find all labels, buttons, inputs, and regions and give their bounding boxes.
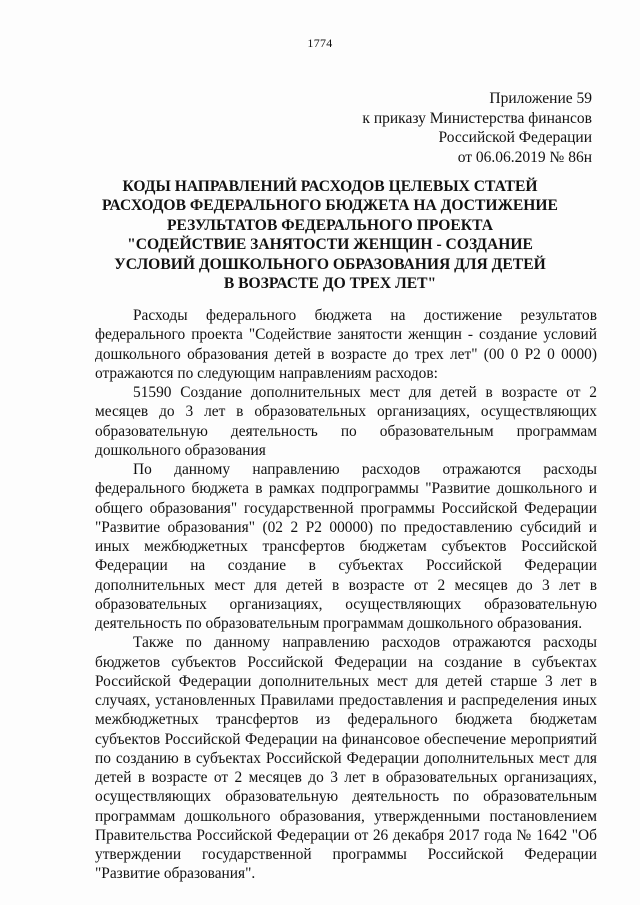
- title-line: В ВОЗРАСТЕ ДО ТРЕХ ЛЕТ": [223, 275, 437, 293]
- appendix-line: Российской Федерации: [438, 129, 592, 146]
- appendix-line: Приложение 59: [489, 90, 592, 107]
- page-number: 1774: [307, 36, 333, 50]
- title-line: "СОДЕЙСТВИЕ ЗАНЯТОСТИ ЖЕНЩИН - СОЗДАНИЕ: [127, 236, 533, 254]
- body-paragraph: 51590 Создание дополнительных мест для детей в возрасте от 2 месяцев до 3 лет в образовательных организациях, осуществляющих образовательную деятельность по образовательным программам дошкольного образования: [95, 384, 597, 459]
- document-title: [60, 177, 600, 293]
- appendix-line: к приказу Министерства финансов: [362, 109, 592, 127]
- title-line: РЕЗУЛЬТАТОВ ФЕДЕРАЛЬНОГО ПРОЕКТА: [167, 216, 493, 234]
- appendix-header: [292, 89, 592, 167]
- appendix-line: от 06.06.2019 № 86н: [457, 148, 592, 166]
- body-paragraph: По данному направлению расходов отражаются расходы федерального бюджета в рамках подпрограммы "Развитие дошкольного и общего образования" государственной программы Российской Федерации "Развитие образования" (02 2 Р2 00000) по предоставлению субсидий и иных межбюджетных трансфертов бюджетам субъектов Российской Федерации на создание в субъектах Российской Федерации дополнительных мест для детей в возрасте от 2 месяцев до 3 лет в образовательных организациях, осуществляющих образовательную деятельность по образовательным программам дошкольного образования.: [95, 461, 597, 632]
- title-line: РАСХОДОВ ФЕДЕРАЛЬНОГО БЮДЖЕТА НА ДОСТИЖЕНИЕ: [102, 197, 558, 215]
- title-line: УСЛОВИЙ ДОШКОЛЬНОГО ОБРАЗОВАНИЯ ДЛЯ ДЕТЕЙ: [114, 255, 546, 273]
- title-line: КОДЫ НАПРАВЛЕНИЙ РАСХОДОВ ЦЕЛЕВЫХ СТАТЕЙ: [122, 178, 538, 195]
- document-body: [95, 306, 597, 884]
- body-paragraph: Расходы федерального бюджета на достижение результатов федерального проекта "Содействие занятости женщин - создание условий дошкольного образования детей в возрасте до трех лет" (00 0 Р2 0 0000) отражаются по следующим направлениям расходов:: [95, 307, 597, 382]
- body-paragraph: Также по данному направлению расходов отражаются расходы бюджетов субъектов Российской Федерации на создание в субъектах Российской Федерации дополнительных мест для детей старше 3 лет в случаях, установленных Правилами предоставления и распределения иных межбюджетных трансфертов из федерального бюджета бюджетам субъектов Российской Федерации на финансовое обеспечение мероприятий по созданию в субъектах Российской Федерации дополнительных мест для детей в возрасте от 2 месяцев до 3 лет в образовательных организациях, осуществляющих образовательную деятельность по образовательным программам дошкольного образования, утвержденными постановлением Правительства Российской Федерации от 26 декабря 2017 года № 1642 "Об утверждении государственной программы Российской Федерации "Развитие образования".: [95, 634, 597, 883]
